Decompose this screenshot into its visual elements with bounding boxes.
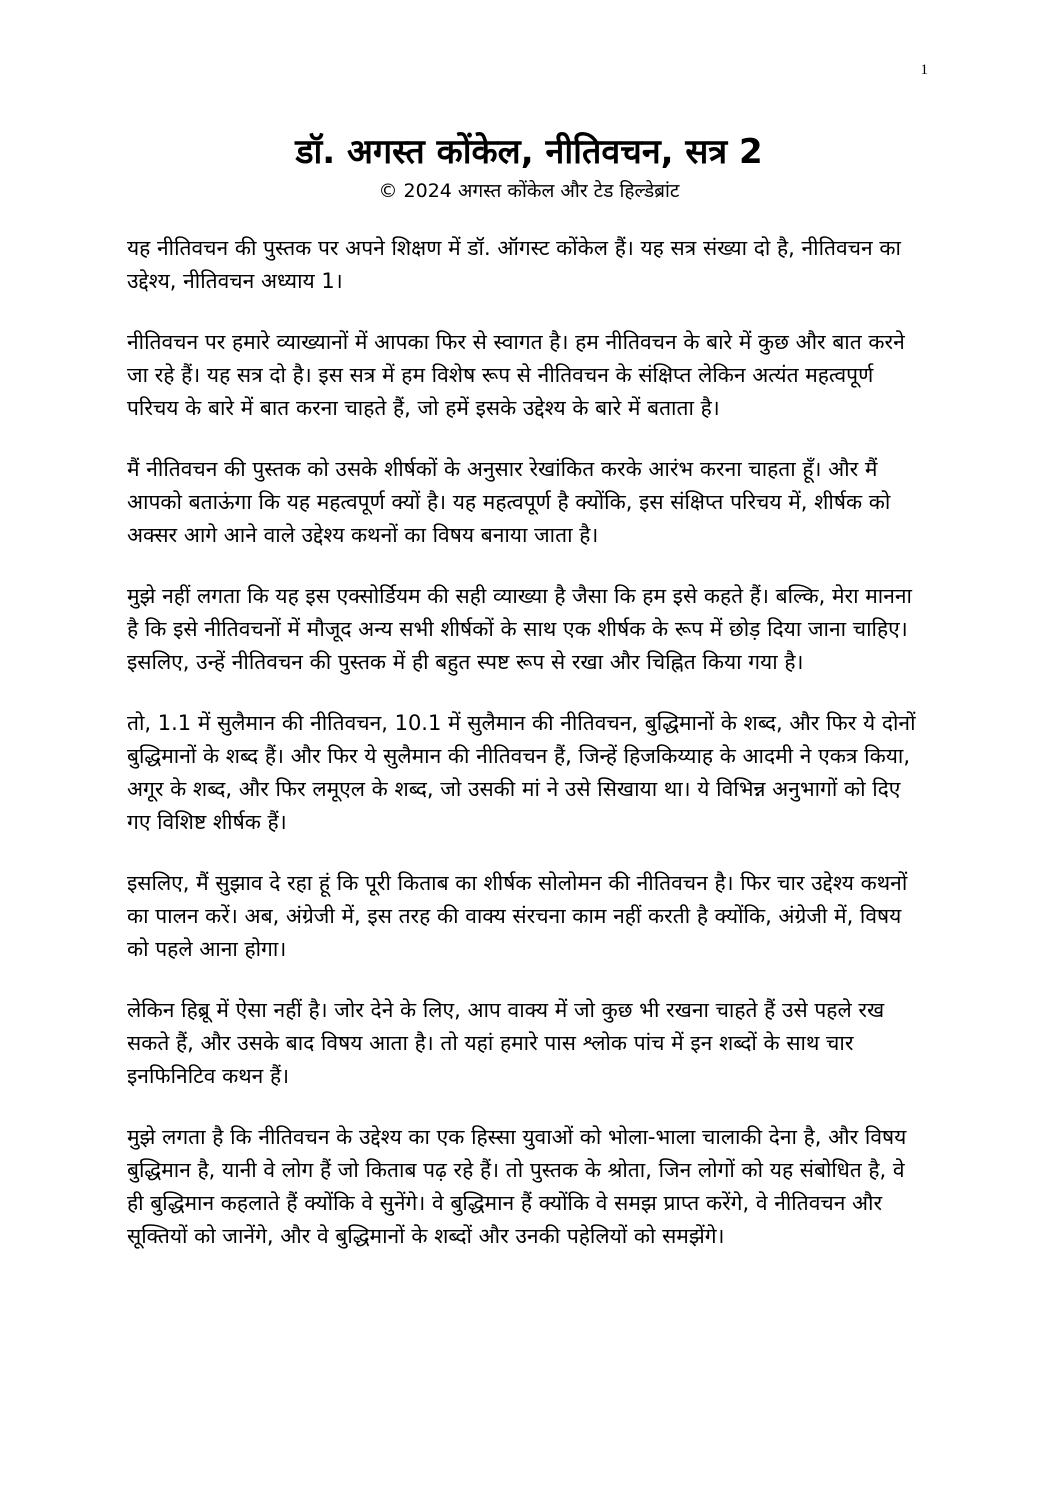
document-title: डॉ. अगस्त कोंकेल, नीतिवचन, सत्र 2: [295, 132, 763, 172]
document-header: [0, 128, 1058, 206]
paragraph-7: लेकिन हिब्रू में ऐसा नहीं है। जोर देने के लिए, आप वाक्य में जो कुछ भी रखना चाहते हैं उसे पहले रख सकते हैं, और उसके बाद विषय आता है। तो यहां हमारे पास श्लोक पांच में इन शब्दों के साथ चार इनफिनिटिव कथन हैं।: [127, 998, 885, 1088]
paragraph-2: नीतिवचन पर हमारे व्याख्यानों में आपका फिर से स्वागत है। हम नीतिवचन के बारे में कुछ और बात करने जा रहे हैं। यह सत्र दो है। इस सत्र में हम विशेष रूप से नीतिवचन के संक्षिप्त लेकिन अत्यंत महत्वपूर्ण परिचय के बारे में बात करना चाहते हैं, जो हमें इसके उद्देश्य के बारे में बताता है।: [127, 330, 905, 420]
paragraph-1: यह नीतिवचन की पुस्तक पर अपने शिक्षण में डॉ. ऑगस्ट कोंकेल हैं। यह सत्र संख्या दो है, नीतिवचन का उद्देश्य, नीतिवचन अध्याय 1।: [127, 236, 901, 293]
page-number: 1: [920, 62, 928, 78]
copyright-line: © 2024 अगस्त कोंकेल और टेड हिल्डेब्रांट: [378, 180, 680, 202]
paragraph-3: मैं नीतिवचन की पुस्तक को उसके शीर्षकों के अनुसार रेखांकित करके आरंभ करना चाहता हूँ। और मैं आपको बताऊंगा कि यह महत्वपूर्ण क्यों है। यह महत्वपूर्ण है क्योंकि, इस संक्षिप्त परिचय में, शीर्षक को अक्सर आगे आने वाले उद्देश्य कथनों का विषय बनाया जाता है।: [127, 457, 891, 547]
paragraph-6: इसलिए, मैं सुझाव दे रहा हूं कि पूरी किताब का शीर्षक सोलोमन की नीतिवचन है। फिर चार उद्देश्य कथनों का पालन करें। अब, अंग्रेजी में, इस तरह की वाक्य संरचना काम नहीं करती है क्योंकि, अंग्रेजी में, विषय को पहले आना होगा।: [127, 871, 908, 961]
document-body: [127, 232, 927, 1281]
paragraph-5: तो, 1.1 में सुलैमान की नीतिवचन, 10.1 में सुलैमान की नीतिवचन, बुद्धिमानों के शब्द, और फिर ये दोनों बुद्धिमानों के शब्द हैं। और फिर ये सुलैमान की नीतिवचन हैं, जिन्हें हिजकिय्याह के आदमी ने एकत्र किया, अगूर के शब्द, और फिर लमूएल के शब्द, जो उसकी मां ने उसे सिखाया था। ये विभिन्न अनुभागों को दिए गए विशिष्ट शीर्षक हैं।: [127, 711, 916, 834]
paragraph-8: मुझे लगता है कि नीतिवचन के उद्देश्य का एक हिस्सा युवाओं को भोला-भाला चालाकी देना है, और विषय बुद्धिमान है, यानी वे लोग हैं जो किताब पढ़ रहे हैं। तो पुस्तक के श्रोता, जिन लोगों को यह संबोधित है, वे ही बुद्धिमान कहलाते हैं क्योंकि वे सुनेंगे। वे बुद्धिमान हैं क्योंकि वे समझ प्राप्त करेंगे, वे नीतिवचन और सूक्तियों को जानेंगे, और वे बुद्धिमानों के शब्दों और उनकी पहेलियों को समझेंगे।: [127, 1125, 907, 1248]
paragraph-4: मुझे नहीं लगता कि यह इस एक्सोर्डियम की सही व्याख्या है जैसा कि हम इसे कहते हैं। बल्कि, मेरा मानना है कि इसे नीतिवचनों में मौजूद अन्य सभी शीर्षकों के साथ एक शीर्षक के रूप में छोड़ दिया जाना चाहिए। इसलिए, उन्हें नीतिवचन की पुस्तक में ही बहुत स्पष्ट रूप से रखा और चिह्नित किया गया है।: [127, 584, 912, 674]
